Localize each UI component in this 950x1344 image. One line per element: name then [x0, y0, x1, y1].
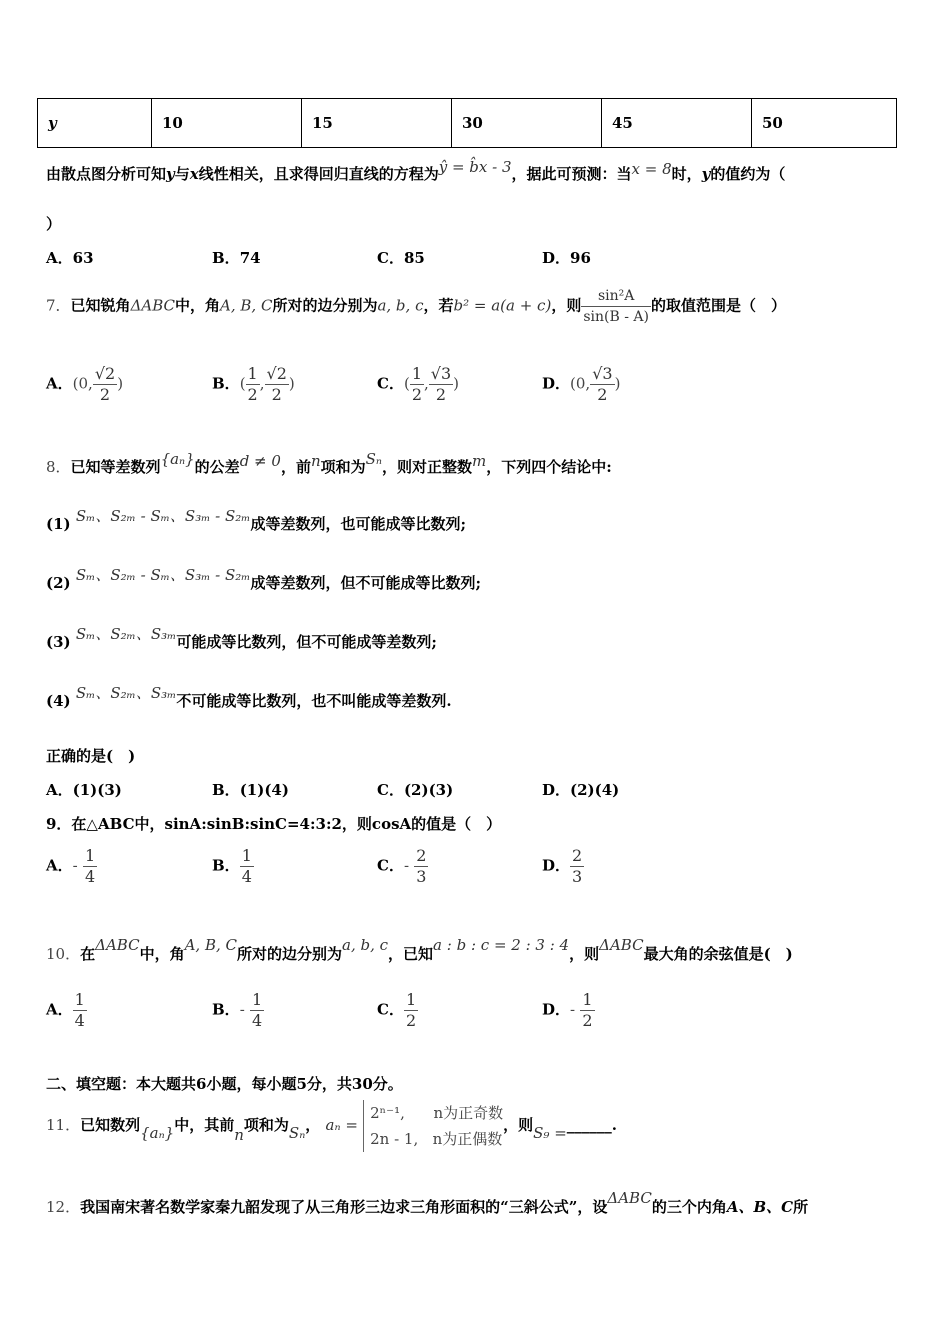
- table-cell: 50: [752, 99, 897, 148]
- table-cell: 45: [602, 99, 752, 148]
- q8-statement-2: (2) Sₘ、S₂ₘ - Sₘ、S₃ₘ - S₂ₘ成等差数列，但不可能成等比数列;: [46, 566, 482, 592]
- data-table: [37, 98, 897, 148]
- q8-option-c[interactable]: C．(2)(3): [377, 781, 454, 799]
- q7-condition: b² = a(a + c): [453, 296, 552, 315]
- q7-fraction: $\frac{\text{sin²A}}{\sin(B - A)}$: [583, 288, 649, 325]
- table-cell: y: [38, 99, 152, 148]
- q7-option-a[interactable]: A．(0, $\frac{√2}{2}$ ): [46, 364, 124, 404]
- q8-statement-1: (1) Sₘ、S₂ₘ - Sₘ、S₃ₘ - S₂ₘ成等差数列，也可能成等比数列;: [46, 507, 467, 533]
- q6-stem: 由散点图分析可知y与x线性相关，且求得回归直线的方程为ŷ = b̂x - 3，据此可预测：当x = 8时，y的值约为（: [46, 158, 786, 183]
- q10-ratio: a : b : c = 2 : 3 : 4: [433, 936, 570, 954]
- q7-option-b[interactable]: B．( $\frac{1}{2}$ , $\frac{√2}{2}$ ): [212, 364, 295, 404]
- q7-option-c[interactable]: C．( $\frac{1}{2}$ , $\frac{√3}{2}$ ): [377, 364, 460, 404]
- q7-stem: 7．已知锐角ΔABC中，角A, B, C所对的边分别为a, b, c，若b² = a(a + c)，则 $\frac{\text{sin²A}}{\sin(B - A)}$ 的取值范围是（ ）: [46, 288, 786, 325]
- q8-option-d[interactable]: D．(2)(4): [542, 781, 620, 799]
- q10-option-b[interactable]: B．- $\frac{1}{4}$: [212, 990, 263, 1030]
- q9-option-c[interactable]: C．- $\frac{2}{3}$: [377, 846, 427, 886]
- q9-option-b[interactable]: B． $\frac{1}{4}$: [212, 846, 252, 886]
- q12-stem: 12．我国南宋著名数学家秦九韶发现了从三角形三边求三角形面积的“三斜公式”，设ΔABC的三个内角A、B、C所: [46, 1189, 809, 1216]
- q6-option-d[interactable]: D．96: [542, 249, 591, 267]
- table-cell: 15: [302, 99, 452, 148]
- q8-option-a[interactable]: A．(1)(3): [46, 781, 122, 799]
- q9-option-d[interactable]: D． $\frac{2}{3}$: [542, 846, 583, 886]
- q6-option-a[interactable]: A．63: [46, 249, 94, 267]
- q10-option-a[interactable]: A． $\frac{1}{4}$: [46, 990, 85, 1030]
- table-row: [38, 99, 897, 148]
- q10-stem: 10．在ΔABC中，角A, B, C所对的边分别为a, b, c，已知a : b : c = 2 : 3 : 4，则ΔABC最大角的余弦值是( ): [46, 936, 793, 963]
- q8-prompt: 正确的是( ): [46, 747, 136, 765]
- q10-option-c[interactable]: C． $\frac{1}{2}$: [377, 990, 417, 1030]
- regression-equation: ŷ = b̂x - 3: [438, 158, 512, 176]
- q8-statement-3: (3) Sₘ、S₂ₘ、S₃ₘ可能成等比数列，但不可能成等差数列;: [46, 625, 437, 651]
- q6-condition: x = 8: [631, 160, 672, 178]
- q9-option-a[interactable]: A．- $\frac{1}{4}$: [46, 846, 96, 886]
- answer-blank[interactable]: ______: [566, 1116, 612, 1134]
- q6-stem-close: ）: [46, 215, 62, 233]
- q8-stem: 8．已知等差数列{aₙ}的公差d ≠ 0，前n项和为Sₙ，则对正整数m，下列四个结论中:: [46, 450, 612, 476]
- q11-stem: 11．已知数列{aₙ}中，其前n项和为Sₙ， aₙ = 2ⁿ⁻¹, n为正奇数 2n - 1, n为正偶数 ，则S₉ =______.: [46, 1100, 617, 1152]
- q8-option-b[interactable]: B．(1)(4): [212, 781, 289, 799]
- q10-option-d[interactable]: D．- $\frac{1}{2}$: [542, 990, 593, 1030]
- q8-statement-4: (4) Sₘ、S₂ₘ、S₃ₘ不可能成等比数列，也不叫能成等差数列.: [46, 684, 452, 710]
- table-cell: 30: [452, 99, 602, 148]
- q7-option-d[interactable]: D．(0, $\frac{√3}{2}$ ): [542, 364, 621, 404]
- q9-stem: 9．在△ABC中，sinA:sinB:sinC=4:3:2，则cosA的值是（ ）: [46, 815, 502, 833]
- q6-option-b[interactable]: B．74: [212, 249, 261, 267]
- section-title: 二、填空题：本大题共6小题，每小题5分，共30分。: [46, 1075, 403, 1093]
- table-cell: 10: [152, 99, 302, 148]
- q11-piecewise: 2ⁿ⁻¹, n为正奇数 2n - 1, n为正偶数: [363, 1100, 503, 1152]
- q6-option-c[interactable]: C．85: [377, 249, 425, 267]
